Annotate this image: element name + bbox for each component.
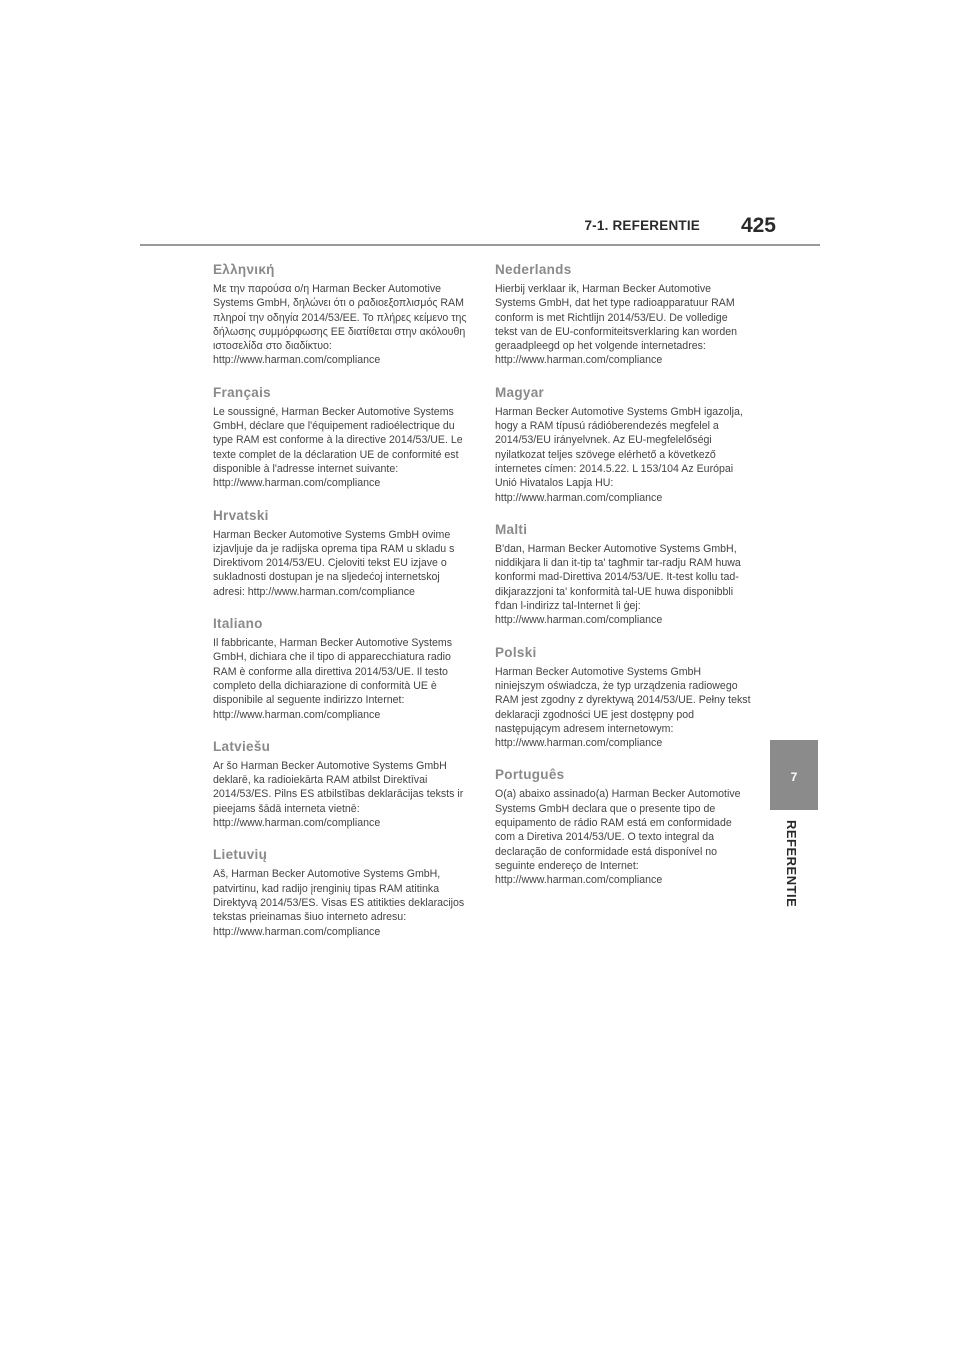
chapter-tab-number: 7 xyxy=(790,770,798,784)
section-text: Harman Becker Automotive Systems GmbH igazolja, hogy a RAM típusú rádióberendezés megfelel a 2014/53/EU irányelvnek. Az EU-megfelelőségi nyilatkozat teljes szövege elérhető a következő internetes címen: 2014.5.22. L 153/104 Az Európai Unió Hivatalos Lapja HU: http://www.harman.com/compliance xyxy=(495,405,743,504)
section-title: Português xyxy=(495,767,565,783)
section-text: Με την παρούσα ο/η Harman Becker Automotive Systems GmbH, δηλώνει ότι ο ραδιοεξοπλισμός RAM πληροί την οδηγία 2014/53/ΕΕ. Το πλήρες κείμενο της δήλωσης συμμόρφωσης ΕΕ διατίθεται στην ακόλουθη ιστοσελίδα στο διαδίκτυο: http://www.harman.com/compliance xyxy=(213,283,467,367)
section-text: Harman Becker Automotive Systems GmbH niniejszym oświadcza, że typ urządzenia radiowego RAM jest zgodny z dyrektywą 2014/53/UE. Pełny tekst deklaracji zgodności UE jest dostępny pod następującym adresem internetowym: http://www.harman.com/compliance xyxy=(495,665,751,750)
section-title: Lietuvių xyxy=(213,847,268,863)
right-column xyxy=(495,262,751,905)
section-text: B'dan, Harman Becker Automotive Systems GmbH, niddikjara li dan it-tip ta' tagħmir tar-radju RAM huwa konformi mad-Direttiva 2014/53/UE. It-test kollu tad-dikjarazzjoni ta' konformità tal-UE huwa disponibbli f'dan l-indirizz tal-Internet li ġej: http://www.harman.com/compliance xyxy=(495,542,741,627)
section-title: Italiano xyxy=(213,616,263,632)
chapter-tab xyxy=(770,740,818,810)
section-maltese xyxy=(495,522,751,628)
section-portuguese xyxy=(495,767,751,887)
section-text: Ar šo Harman Becker Automotive Systems GmbH deklarē, ka radioiekārta RAM atbilst Direktīvai 2014/53/ES. Pilns ES atbilstības deklarācijas teksts ir pieejams šādā interneta vietnē: http://www.harman.com/compliance xyxy=(213,759,464,830)
section-title: Latviešu xyxy=(213,738,271,754)
page-header xyxy=(140,214,820,246)
section-croatian xyxy=(213,508,469,599)
section-text: Le soussigné, Harman Becker Automotive Systems GmbH, déclare que l'équipement radioélectrique du type RAM est conforme à la directive 2014/53/UE. Le texte complet de la déclaration UE de conformité est disponible à l'adresse internet suivante: http://www.harman.com/compliance xyxy=(213,405,463,490)
section-text: Aš, Harman Becker Automotive Systems GmbH, patvirtinu, kad radijo įrenginių tipas RAM atitinka Direktyvą 2014/53/ES. Visas ES atitikties deklaracijos tekstas prieinamas šiuo interneto adresu: http://www.harman.com/compliance xyxy=(213,868,465,938)
section-text: Harman Becker Automotive Systems GmbH ovime izjavljuje da je radijska oprema tipa RAM u skladu s Direktivom 2014/53/EU. Cjeloviti tekst EU izjave o sukladnosti dostupan je na sljedećoj internetskoj adresi: http://www.harman.com/compliance xyxy=(213,528,455,598)
page-number: 425 xyxy=(740,214,776,237)
section-lithuanian xyxy=(213,847,469,938)
left-column xyxy=(213,262,469,956)
section-latvian xyxy=(213,739,469,830)
section-title: Hrvatski xyxy=(213,507,269,523)
section-polish xyxy=(495,645,751,751)
chapter-title: 7-1. REFERENTIE xyxy=(584,218,700,233)
section-greek xyxy=(213,262,469,368)
section-title: Nederlands xyxy=(495,262,572,277)
section-french xyxy=(213,385,469,491)
section-text: Hierbij verklaar ik, Harman Becker Automotive Systems GmbH, dat het type radioapparatuur RAM conform is met Richtlijn 2014/53/EU. De volledige tekst van de EU-conformiteitsverklaring kan worden geraadpleegd op het volgende internetadres: http://www.harman.com/compliance xyxy=(495,283,737,367)
chapter-side-label-text: REFERENTIE xyxy=(784,820,799,908)
section-italian xyxy=(213,616,469,722)
section-title: Ελληνική xyxy=(213,262,275,277)
chapter-side-label xyxy=(780,820,810,910)
section-title: Malti xyxy=(495,521,528,537)
section-title: Magyar xyxy=(495,384,545,400)
section-text: Il fabbricante, Harman Becker Automotive Systems GmbH, dichiara che il tipo di apparecchiatura radio RAM è conforme alla direttiva 2014/53/UE. Il testo completo della dichiarazione di conformità UE è disponibile al seguente indirizzo Internet: http://www.harman.com/compliance xyxy=(213,637,453,721)
section-hungarian xyxy=(495,385,751,505)
section-title: Polski xyxy=(495,644,537,660)
section-dutch xyxy=(495,262,751,368)
section-text: O(a) abaixo assinado(a) Harman Becker Automotive Systems GmbH declara que o presente tipo de equipamento de rádio RAM está em conformidade com a Diretiva 2014/53/UE. O texto integral da declaração de conformidade está disponível no seguinte endereço de Internet: http://www.harman.com/compliance xyxy=(495,788,741,887)
section-title: Français xyxy=(213,384,271,400)
